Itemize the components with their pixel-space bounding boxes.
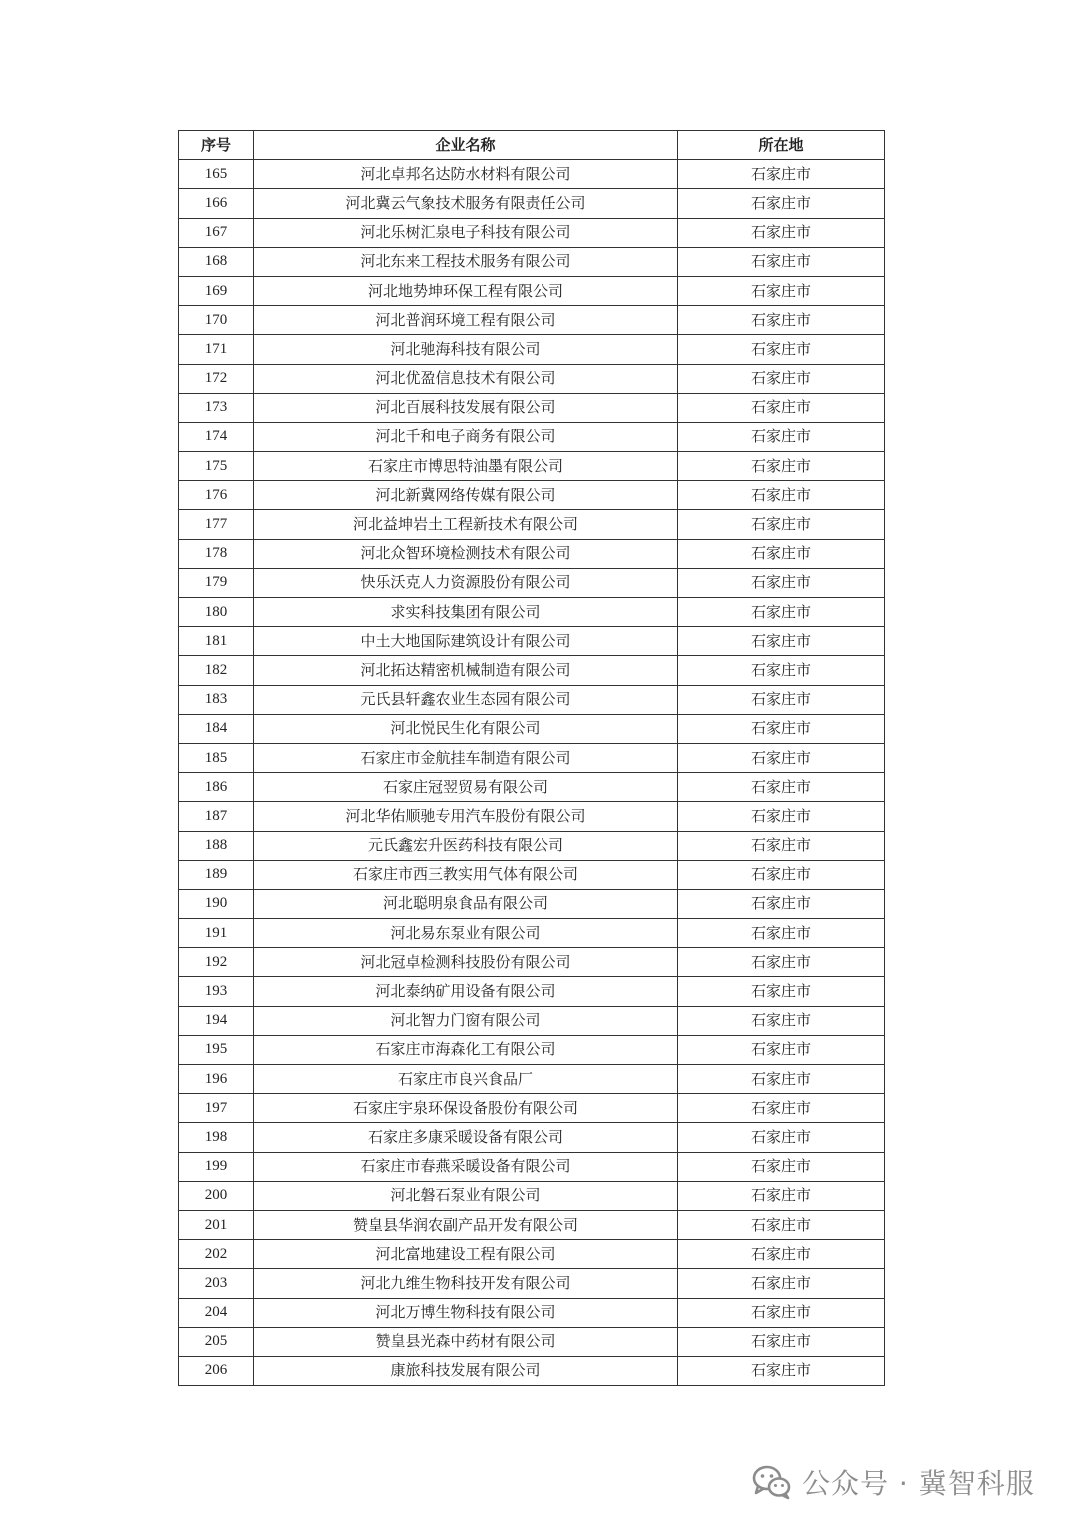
cell-location: 石家庄市 [678, 393, 885, 422]
table-row [179, 685, 885, 714]
cell-location: 石家庄市 [678, 743, 885, 772]
table-row [179, 1094, 885, 1123]
cell-location: 石家庄市 [678, 481, 885, 510]
cell-serial-number: 172 [179, 364, 254, 393]
table-row [179, 1269, 885, 1298]
table-row [179, 977, 885, 1006]
table-row [179, 510, 885, 539]
enterprise-table [178, 130, 885, 1386]
cell-location: 石家庄市 [678, 1152, 885, 1181]
cell-company-name: 求实科技集团有限公司 [254, 598, 678, 627]
cell-location: 石家庄市 [678, 1065, 885, 1094]
cell-company-name: 元氏县轩鑫农业生态园有限公司 [254, 685, 678, 714]
cell-serial-number: 202 [179, 1240, 254, 1269]
table-row [179, 306, 885, 335]
cell-serial-number: 197 [179, 1094, 254, 1123]
cell-company-name: 河北地势坤环保工程有限公司 [254, 276, 678, 305]
cell-company-name: 中土大地国际建筑设计有限公司 [254, 627, 678, 656]
cell-serial-number: 199 [179, 1152, 254, 1181]
cell-serial-number: 203 [179, 1269, 254, 1298]
table-row [179, 1123, 885, 1152]
table-row [179, 1065, 885, 1094]
cell-company-name: 石家庄市海森化工有限公司 [254, 1035, 678, 1064]
cell-location: 石家庄市 [678, 919, 885, 948]
table-row [179, 656, 885, 685]
cell-serial-number: 173 [179, 393, 254, 422]
table-row [179, 1210, 885, 1239]
cell-location: 石家庄市 [678, 1094, 885, 1123]
table-row [179, 393, 885, 422]
cell-location: 石家庄市 [678, 1006, 885, 1035]
cell-company-name: 河北新冀网络传媒有限公司 [254, 481, 678, 510]
cell-serial-number: 195 [179, 1035, 254, 1064]
table-row [179, 422, 885, 451]
table-row [179, 1240, 885, 1269]
cell-company-name: 河北众智环境检测技术有限公司 [254, 539, 678, 568]
cell-company-name: 石家庄冠翌贸易有限公司 [254, 773, 678, 802]
cell-location: 石家庄市 [678, 773, 885, 802]
cell-serial-number: 205 [179, 1327, 254, 1356]
cell-company-name: 元氏鑫宏升医药科技有限公司 [254, 831, 678, 860]
cell-serial-number: 178 [179, 539, 254, 568]
cell-location: 石家庄市 [678, 627, 885, 656]
cell-serial-number: 184 [179, 714, 254, 743]
cell-location: 石家庄市 [678, 831, 885, 860]
cell-company-name: 河北聪明泉食品有限公司 [254, 889, 678, 918]
cell-serial-number: 169 [179, 276, 254, 305]
cell-company-name: 石家庄市博思特油墨有限公司 [254, 452, 678, 481]
table-row [179, 218, 885, 247]
cell-location: 石家庄市 [678, 189, 885, 218]
cell-company-name: 河北冀云气象技术服务有限责任公司 [254, 189, 678, 218]
cell-serial-number: 183 [179, 685, 254, 714]
cell-company-name: 河北泰纳矿用设备有限公司 [254, 977, 678, 1006]
header-serial-number: 序号 [179, 131, 254, 160]
table-row [179, 568, 885, 597]
table-row [179, 481, 885, 510]
cell-serial-number: 188 [179, 831, 254, 860]
cell-serial-number: 167 [179, 218, 254, 247]
cell-location: 石家庄市 [678, 977, 885, 1006]
cell-serial-number: 204 [179, 1298, 254, 1327]
cell-location: 石家庄市 [678, 1035, 885, 1064]
cell-company-name: 河北富地建设工程有限公司 [254, 1240, 678, 1269]
cell-serial-number: 180 [179, 598, 254, 627]
table-row [179, 1181, 885, 1210]
cell-company-name: 河北冠卓检测科技股份有限公司 [254, 948, 678, 977]
cell-serial-number: 181 [179, 627, 254, 656]
cell-location: 石家庄市 [678, 802, 885, 831]
cell-location: 石家庄市 [678, 160, 885, 189]
cell-location: 石家庄市 [678, 598, 885, 627]
table-row [179, 247, 885, 276]
cell-location: 石家庄市 [678, 656, 885, 685]
table-row [179, 1035, 885, 1064]
cell-serial-number: 166 [179, 189, 254, 218]
table-row [179, 948, 885, 977]
cell-location: 石家庄市 [678, 452, 885, 481]
enterprise-table-container [178, 130, 885, 1386]
cell-location: 石家庄市 [678, 422, 885, 451]
cell-location: 石家庄市 [678, 306, 885, 335]
cell-serial-number: 200 [179, 1181, 254, 1210]
cell-company-name: 石家庄多康采暖设备有限公司 [254, 1123, 678, 1152]
cell-company-name: 河北拓达精密机械制造有限公司 [254, 656, 678, 685]
cell-company-name: 河北华佑顺驰专用汽车股份有限公司 [254, 802, 678, 831]
cell-location: 石家庄市 [678, 860, 885, 889]
cell-company-name: 河北悦民生化有限公司 [254, 714, 678, 743]
cell-company-name: 河北九维生物科技开发有限公司 [254, 1269, 678, 1298]
wechat-watermark [752, 1462, 1035, 1502]
cell-serial-number: 206 [179, 1356, 254, 1385]
table-row [179, 627, 885, 656]
cell-serial-number: 201 [179, 1210, 254, 1239]
table-row [179, 335, 885, 364]
cell-serial-number: 185 [179, 743, 254, 772]
cell-company-name: 石家庄市春燕采暖设备有限公司 [254, 1152, 678, 1181]
cell-location: 石家庄市 [678, 568, 885, 597]
table-row [179, 1327, 885, 1356]
cell-company-name: 石家庄宇泉环保设备股份有限公司 [254, 1094, 678, 1123]
cell-company-name: 河北磐石泵业有限公司 [254, 1181, 678, 1210]
cell-location: 石家庄市 [678, 1240, 885, 1269]
table-row [179, 364, 885, 393]
cell-location: 石家庄市 [678, 889, 885, 918]
cell-serial-number: 179 [179, 568, 254, 597]
cell-location: 石家庄市 [678, 1298, 885, 1327]
cell-serial-number: 196 [179, 1065, 254, 1094]
cell-location: 石家庄市 [678, 1123, 885, 1152]
cell-serial-number: 189 [179, 860, 254, 889]
table-row [179, 714, 885, 743]
cell-location: 石家庄市 [678, 247, 885, 276]
cell-location: 石家庄市 [678, 1181, 885, 1210]
cell-company-name: 河北卓邦名达防水材料有限公司 [254, 160, 678, 189]
watermark-text: 公众号 · 冀智科服 [802, 1467, 1035, 1500]
cell-location: 石家庄市 [678, 218, 885, 247]
table-row [179, 1006, 885, 1035]
table-header-row [179, 131, 885, 160]
cell-location: 石家庄市 [678, 364, 885, 393]
cell-company-name: 河北千和电子商务有限公司 [254, 422, 678, 451]
table-row [179, 889, 885, 918]
cell-serial-number: 182 [179, 656, 254, 685]
cell-company-name: 赞皇县光森中药材有限公司 [254, 1327, 678, 1356]
cell-serial-number: 171 [179, 335, 254, 364]
table-row [179, 598, 885, 627]
cell-company-name: 河北普润环境工程有限公司 [254, 306, 678, 335]
table-row [179, 160, 885, 189]
cell-serial-number: 198 [179, 1123, 254, 1152]
cell-serial-number: 187 [179, 802, 254, 831]
cell-company-name: 石家庄市良兴食品厂 [254, 1065, 678, 1094]
cell-company-name: 河北智力门窗有限公司 [254, 1006, 678, 1035]
cell-serial-number: 191 [179, 919, 254, 948]
cell-location: 石家庄市 [678, 714, 885, 743]
cell-location: 石家庄市 [678, 335, 885, 364]
cell-serial-number: 176 [179, 481, 254, 510]
cell-company-name: 快乐沃克人力资源股份有限公司 [254, 568, 678, 597]
cell-serial-number: 174 [179, 422, 254, 451]
cell-serial-number: 177 [179, 510, 254, 539]
cell-company-name: 河北万博生物科技有限公司 [254, 1298, 678, 1327]
cell-company-name: 河北驰海科技有限公司 [254, 335, 678, 364]
cell-serial-number: 170 [179, 306, 254, 335]
table-row [179, 1152, 885, 1181]
cell-serial-number: 168 [179, 247, 254, 276]
cell-serial-number: 194 [179, 1006, 254, 1035]
table-body [179, 160, 885, 1386]
cell-serial-number: 192 [179, 948, 254, 977]
cell-location: 石家庄市 [678, 510, 885, 539]
cell-location: 石家庄市 [678, 1327, 885, 1356]
cell-company-name: 河北易东泵业有限公司 [254, 919, 678, 948]
wechat-icon [752, 1464, 792, 1500]
cell-company-name: 赞皇县华润农副产品开发有限公司 [254, 1210, 678, 1239]
table-row [179, 539, 885, 568]
table-row [179, 919, 885, 948]
table-row [179, 773, 885, 802]
cell-company-name: 河北优盈信息技术有限公司 [254, 364, 678, 393]
cell-location: 石家庄市 [678, 1210, 885, 1239]
cell-company-name: 石家庄市金航挂车制造有限公司 [254, 743, 678, 772]
cell-serial-number: 175 [179, 452, 254, 481]
cell-location: 石家庄市 [678, 685, 885, 714]
cell-company-name: 河北百展科技发展有限公司 [254, 393, 678, 422]
cell-company-name: 石家庄市西三教实用气体有限公司 [254, 860, 678, 889]
table-row [179, 860, 885, 889]
table-row [179, 831, 885, 860]
table-row [179, 452, 885, 481]
cell-location: 石家庄市 [678, 276, 885, 305]
table-row [179, 802, 885, 831]
cell-company-name: 河北乐树汇泉电子科技有限公司 [254, 218, 678, 247]
table-row [179, 1298, 885, 1327]
cell-serial-number: 193 [179, 977, 254, 1006]
cell-company-name: 河北东来工程技术服务有限公司 [254, 247, 678, 276]
cell-company-name: 康旅科技发展有限公司 [254, 1356, 678, 1385]
cell-serial-number: 165 [179, 160, 254, 189]
table-row [179, 1356, 885, 1385]
table-row [179, 743, 885, 772]
cell-location: 石家庄市 [678, 1269, 885, 1298]
cell-location: 石家庄市 [678, 948, 885, 977]
cell-location: 石家庄市 [678, 539, 885, 568]
header-location: 所在地 [678, 131, 885, 160]
header-company-name: 企业名称 [254, 131, 678, 160]
cell-company-name: 河北益坤岩土工程新技术有限公司 [254, 510, 678, 539]
cell-serial-number: 186 [179, 773, 254, 802]
table-row [179, 189, 885, 218]
cell-serial-number: 190 [179, 889, 254, 918]
table-row [179, 276, 885, 305]
cell-location: 石家庄市 [678, 1356, 885, 1385]
